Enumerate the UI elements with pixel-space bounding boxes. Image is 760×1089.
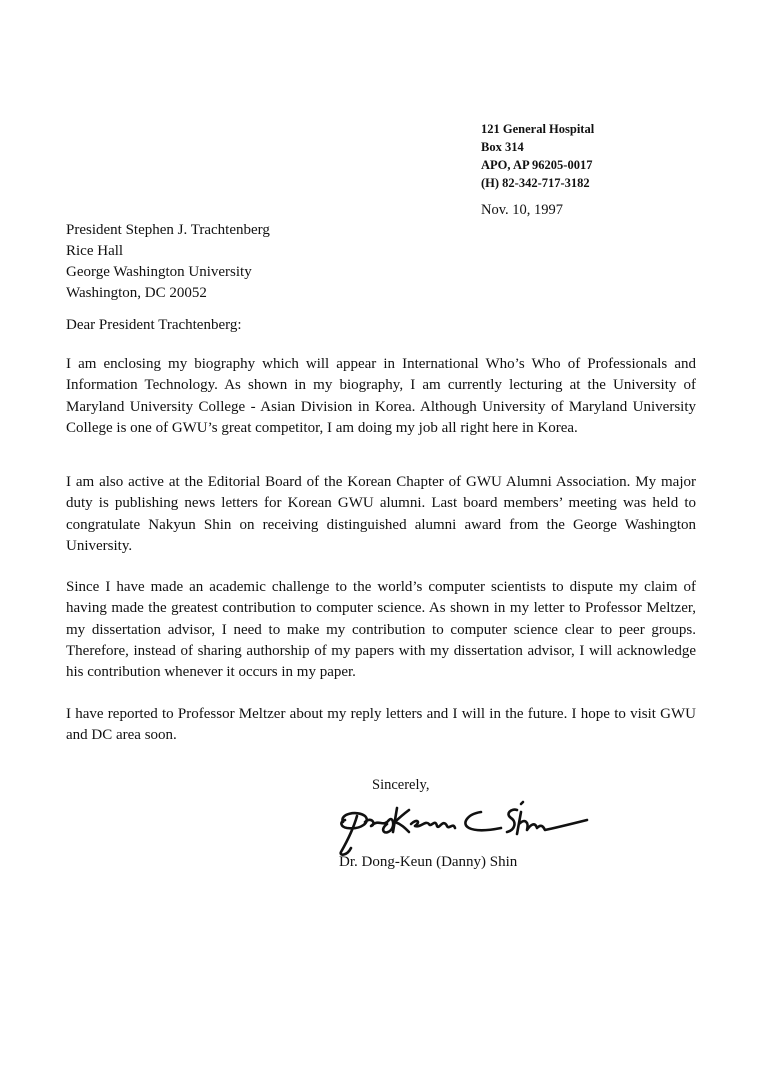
recipient-line: President Stephen J. Trachtenberg: [66, 222, 270, 238]
signer-name: Dr. Dong-Keun (Danny) Shin: [339, 854, 518, 870]
salutation: Dear President Trachtenberg:: [66, 317, 242, 333]
signature-icon: [335, 800, 595, 860]
sender-line: 121 General Hospital: [481, 122, 595, 136]
recipient-line: Washington, DC 20052: [66, 285, 207, 301]
recipient-line: Rice Hall: [66, 243, 124, 259]
body-paragraph-3: Since I have made an academic challenge to the world’s computer scientists to dispute my claim of having made the greatest contribution to computer science. As shown in my letter to Professor Meltzer, my dissertation advisor, I need to make my contribution to computer science clear to peer groups. Therefore, instead of sharing authorship of my papers with my dissertation advisor, I will acknowledge his contribution whenever it occurs in my paper.: [66, 579, 696, 681]
recipient-line: George Washington University: [66, 264, 252, 280]
sender-line: Box 314: [481, 140, 524, 154]
body-paragraph-1: I am enclosing my biography which will appear in International Who’s Who of Professionals and Information Technology. As shown in my biography, I am currently lecturing at the University of Maryland University College - Asian Division in Korea. Although University of Maryland University College is one of GWU’s great competitor, I am doing my job all right here in Korea.: [66, 356, 696, 436]
body-paragraph-2: I am also active at the Editorial Board of the Korean Chapter of GWU Alumni Association. My major duty is publishing news letters for Korean GWU alumni. Last board members’ meeting was held to congratulate Nakyun Shin on receiving distinguished alumni award from the George Washington University.: [66, 474, 696, 554]
sender-line: (H) 82-342-717-3182: [481, 176, 590, 190]
letter-date: Nov. 10, 1997: [481, 202, 564, 218]
sender-line: APO, AP 96205-0017: [481, 158, 593, 172]
sender-address-block: [481, 120, 594, 192]
recipient-address-block: [66, 220, 270, 304]
body-paragraph-4: I have reported to Professor Meltzer about my reply letters and I will in the future. I hope to visit GWU and DC area soon.: [66, 706, 696, 744]
closing: Sincerely,: [372, 777, 430, 793]
